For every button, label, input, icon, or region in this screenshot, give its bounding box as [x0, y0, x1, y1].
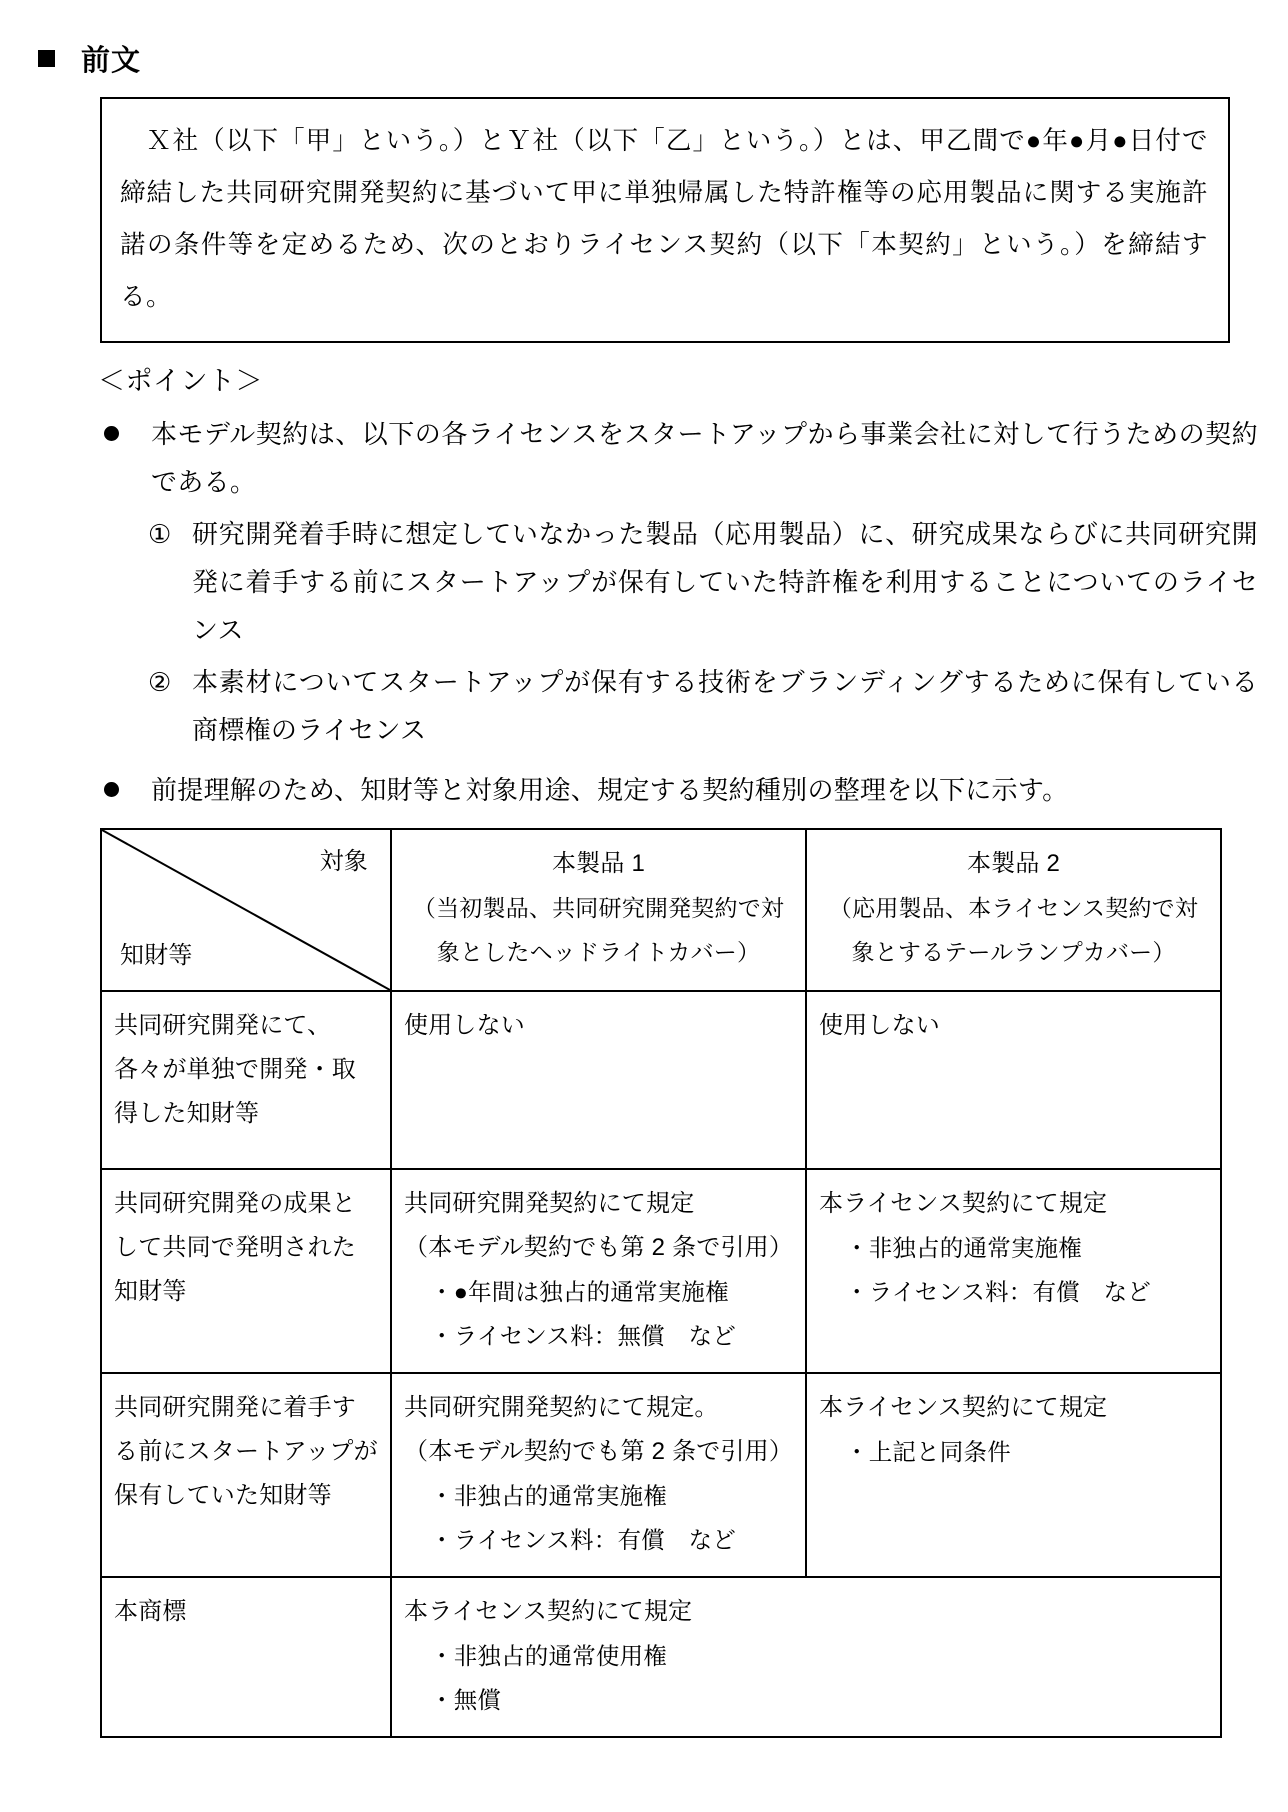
cell-subline: ・ライセンス料：無償 など [430, 1323, 736, 1349]
row-cell-trademark [391, 1577, 1221, 1737]
clause-text: Ｘ社（以下「甲」という。）とＹ社（以下「乙」という。）とは、甲乙間で●年●月●日付で締結した共同研究開発契約に基づいて甲に単独帰属した特許権等の応用製品に関する実施許諾の条件等を定めるため、次のとおりライセンス契約（以下「本契約」という。）を締結する。 [120, 126, 1208, 311]
cell-subline: ・上記と同条件 [845, 1439, 1011, 1465]
table-row [101, 1169, 1221, 1373]
column-title: 本製品 2 [966, 850, 1060, 877]
numbered-marker: ① [148, 519, 172, 549]
square-bullet-icon [38, 50, 55, 67]
cell-subline: ・ライセンス料：有償 など [845, 1279, 1151, 1305]
cell-line: 本ライセンス契約にて規定 [819, 1394, 1108, 1421]
page-title: 前文 [81, 45, 142, 77]
column-subtitle: （当初製品、共同研究開発契約で対象としたヘッドライトカバー） [412, 895, 785, 965]
comparison-table-wrapper [100, 828, 1220, 1738]
table-row [101, 1373, 1221, 1577]
row-header: 本商標 [101, 1577, 391, 1737]
corner-subject-label: 知財等 [120, 942, 193, 969]
table-row [101, 991, 1221, 1169]
row-cell-product1 [391, 1169, 806, 1373]
table-corner-cell [101, 829, 391, 991]
row-cell-product2 [806, 1169, 1221, 1373]
point-label: ＜ポイント＞ [98, 366, 263, 396]
column-title: 本製品 1 [551, 850, 645, 877]
cell-subline: ・非独占的通常実施権 [845, 1235, 1082, 1261]
cell-line: 使用しない [404, 1012, 525, 1039]
cell-subline: ・無償 [430, 1687, 502, 1713]
cell-subline: ・非独占的通常実施権 [430, 1483, 667, 1509]
column-subtitle: （応用製品、本ライセンス契約で対象とするテールランプカバー） [828, 895, 1199, 965]
numbered-item [148, 658, 1258, 754]
row-cell-product2 [806, 991, 1221, 1169]
round-bullet-icon [104, 426, 119, 441]
bullet-text: 前提理解のため、知財等と対象用途、規定する契約種別の整理を以下に示す。 [151, 775, 1069, 805]
comparison-table [100, 828, 1222, 1738]
round-bullet-icon [104, 782, 119, 797]
table-column-header-1 [391, 829, 806, 991]
numbered-text: 研究開発着手時に想定していなかった製品（応用製品）に、研究成果ならびに共同研究開発に着手する前にスタートアップが保有していた特許権を利用することについてのライセンス [192, 519, 1258, 645]
clause-box [100, 97, 1230, 343]
table-column-header-2 [806, 829, 1221, 991]
cell-line: 使用しない [819, 1012, 940, 1039]
document-page [0, 38, 1288, 1812]
row-header: 共同研究開発にて、各々が単独で開発・取得した知財等 [101, 991, 391, 1169]
bullet-item [98, 410, 1258, 506]
row-cell-product1 [391, 1373, 806, 1577]
row-header: 共同研究開発に着手する前にスタートアップが保有していた知財等 [101, 1373, 391, 1577]
cell-line: 共同研究開発契約にて規定。 [404, 1394, 719, 1421]
section-heading [38, 38, 1288, 79]
cell-subline: ・非独占的通常使用権 [430, 1643, 667, 1669]
bullet-item [98, 766, 1258, 814]
cell-line: 共同研究開発契約にて規定 [404, 1190, 695, 1217]
numbered-text: 本素材についてスタートアップが保有する技術をブランディングするために保有している商標権のライセンス [192, 667, 1258, 745]
numbered-marker: ② [148, 667, 172, 697]
corner-object-label: 対象 [319, 848, 368, 875]
cell-line: 本ライセンス契約にて規定 [819, 1190, 1108, 1217]
cell-line: 本ライセンス契約にて規定 [404, 1598, 693, 1625]
row-cell-product2 [806, 1373, 1221, 1577]
cell-line: （本モデル契約でも第 2 条で引用） [404, 1234, 794, 1261]
row-header: 共同研究開発の成果として共同で発明された知財等 [101, 1169, 391, 1373]
table-row [101, 1577, 1221, 1737]
bullet-text: 本モデル契約は、以下の各ライセンスをスタートアップから事業会社に対して行うための契約である。 [151, 419, 1258, 497]
cell-subline: ・ライセンス料：有償 など [430, 1527, 736, 1553]
cell-line: （本モデル契約でも第 2 条で引用） [404, 1438, 794, 1465]
row-cell-product1 [391, 991, 806, 1169]
cell-subline: ・●年間は独占的通常実施権 [430, 1279, 729, 1305]
numbered-item [148, 510, 1258, 654]
table-header-row [101, 829, 1221, 991]
